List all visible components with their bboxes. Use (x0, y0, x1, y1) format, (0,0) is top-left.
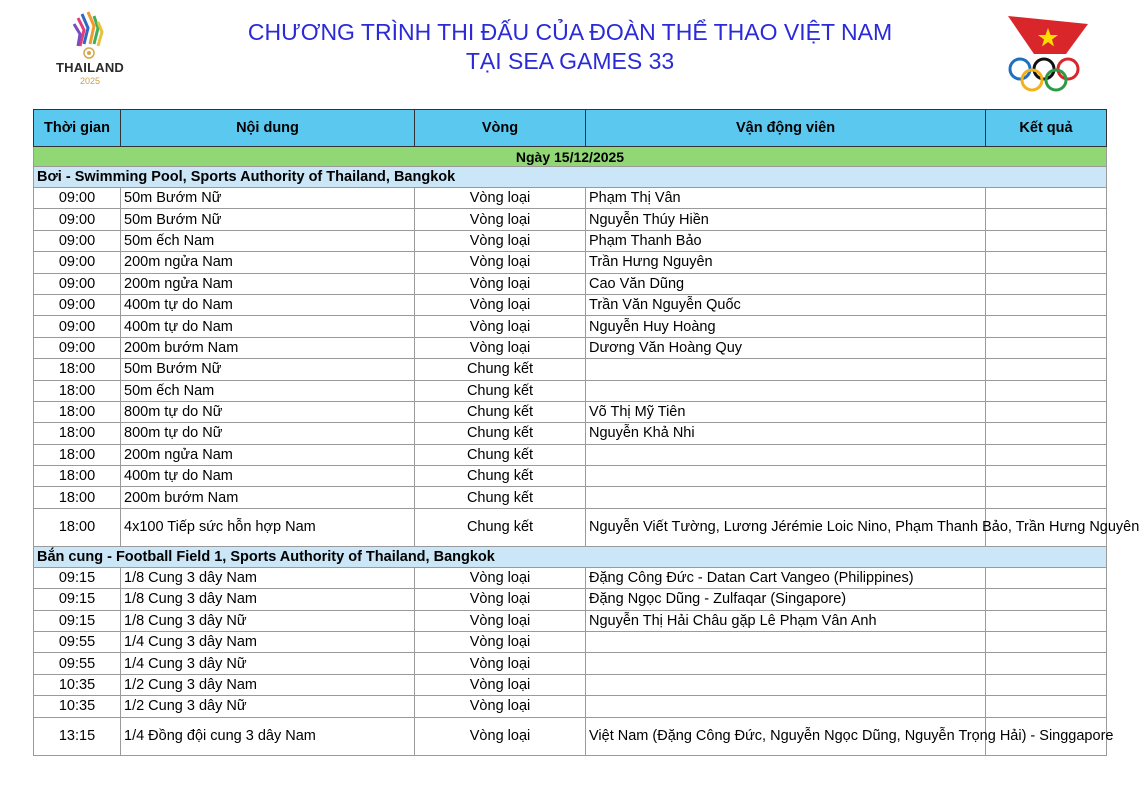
table-row (34, 653, 1107, 674)
round-cell: Vòng loại (415, 674, 586, 695)
time-cell: 18:00 (34, 444, 121, 465)
event-cell: 1/4 Đồng đội cung 3 dây Nam (121, 717, 415, 755)
column-header-event: Nội dung (121, 110, 415, 147)
table-row (34, 674, 1107, 695)
time-cell: 09:15 (34, 610, 121, 631)
result-cell (986, 380, 1107, 401)
event-cell: 200m ngửa Nam (121, 444, 415, 465)
result-cell (986, 610, 1107, 631)
round-cell: Vòng loại (415, 653, 586, 674)
event-cell: 400m tự do Nam (121, 294, 415, 315)
event-cell: 200m ngửa Nam (121, 252, 415, 273)
athletes-cell: Nguyễn Viết Tường, Lương Jérémie Loic Nino, Phạm Thanh Bảo, Trần Hưng Nguyên (586, 508, 986, 546)
time-cell: 09:00 (34, 188, 121, 209)
round-cell: Chung kết (415, 401, 586, 422)
time-cell: 18:00 (34, 423, 121, 444)
event-cell: 50m ếch Nam (121, 230, 415, 251)
round-cell: Vòng loại (415, 589, 586, 610)
athletes-cell: Cao Văn Dũng (586, 273, 986, 294)
result-cell (986, 230, 1107, 251)
table-row (34, 380, 1107, 401)
result-cell (986, 252, 1107, 273)
time-cell: 13:15 (34, 717, 121, 755)
time-cell: 09:00 (34, 273, 121, 294)
time-cell: 09:00 (34, 209, 121, 230)
round-cell: Vòng loại (415, 696, 586, 717)
athletes-cell: Dương Văn Hoàng Quy (586, 337, 986, 358)
result-cell (986, 209, 1107, 230)
sea-games-emblem-icon (48, 10, 132, 60)
table-row (34, 273, 1107, 294)
time-cell: 10:35 (34, 696, 121, 717)
athletes-cell (586, 487, 986, 508)
event-cell: 400m tự do Nam (121, 466, 415, 487)
result-cell (986, 337, 1107, 358)
athletes-cell: Võ Thị Mỹ Tiên (586, 401, 986, 422)
athletes-cell (586, 444, 986, 465)
sport-section-row (34, 546, 1107, 567)
table-row (34, 252, 1107, 273)
event-cell: 50m Bướm Nữ (121, 209, 415, 230)
table-row (34, 423, 1107, 444)
result-cell (986, 423, 1107, 444)
round-cell: Vòng loại (415, 209, 586, 230)
athletes-cell: Nguyễn Khả Nhi (586, 423, 986, 444)
column-header-round: Vòng (415, 110, 586, 147)
event-cell: 1/8 Cung 3 dây Nữ (121, 610, 415, 631)
vietnam-olympic-committee-logo (1004, 14, 1094, 92)
athletes-cell: Nguyễn Thúy Hiền (586, 209, 986, 230)
time-cell: 09:00 (34, 294, 121, 315)
time-cell: 09:00 (34, 252, 121, 273)
event-cell: 1/4 Cung 3 dây Nữ (121, 653, 415, 674)
event-cell: 800m tự do Nữ (121, 423, 415, 444)
athletes-cell: Trần Văn Nguyễn Quốc (586, 294, 986, 315)
event-cell: 4x100 Tiếp sức hỗn hợp Nam (121, 508, 415, 546)
result-cell (986, 674, 1107, 695)
athletes-cell: Việt Nam (Đặng Công Đức, Nguyễn Ngọc Dũng, Nguyễn Trọng Hải) - Singgapore (586, 717, 986, 755)
event-cell: 1/2 Cung 3 dây Nữ (121, 696, 415, 717)
schedule-table (33, 109, 1139, 756)
round-cell: Vòng loại (415, 337, 586, 358)
result-cell (986, 316, 1107, 337)
result-cell (986, 401, 1107, 422)
event-cell: 1/4 Cung 3 dây Nam (121, 632, 415, 653)
round-cell: Chung kết (415, 487, 586, 508)
table-row (34, 230, 1107, 251)
day-row (34, 147, 1107, 167)
round-cell: Vòng loại (415, 567, 586, 588)
table-row (34, 401, 1107, 422)
event-cell: 200m ngửa Nam (121, 273, 415, 294)
table-row (34, 316, 1107, 337)
time-cell: 09:00 (34, 316, 121, 337)
athletes-cell: Nguyễn Thị Hải Châu gặp Lê Phạm Vân Anh (586, 610, 986, 631)
athletes-cell (586, 696, 986, 717)
event-cell: 200m bướm Nam (121, 487, 415, 508)
round-cell: Vòng loại (415, 316, 586, 337)
event-cell: 1/8 Cung 3 dây Nam (121, 567, 415, 588)
round-cell: Vòng loại (415, 230, 586, 251)
result-cell (986, 359, 1107, 380)
column-header-athletes: Vận động viên (586, 110, 986, 147)
round-cell: Chung kết (415, 380, 586, 401)
time-cell: 18:00 (34, 359, 121, 380)
logo-thailand-text: THAILAND (55, 60, 125, 75)
event-cell: 1/2 Cung 3 dây Nam (121, 674, 415, 695)
page-title-line2: TẠI SEA GAMES 33 (465, 48, 675, 74)
round-cell: Vòng loại (415, 717, 586, 755)
event-cell: 400m tự do Nam (121, 316, 415, 337)
athletes-cell (586, 653, 986, 674)
athletes-cell (586, 466, 986, 487)
result-cell (986, 294, 1107, 315)
time-cell: 18:00 (34, 401, 121, 422)
time-cell: 18:00 (34, 380, 121, 401)
athletes-cell: Đặng Công Đức - Datan Cart Vangeo (Philippines) (586, 567, 986, 588)
result-cell (986, 589, 1107, 610)
round-cell: Vòng loại (415, 632, 586, 653)
athletes-cell: Nguyễn Huy Hoàng (586, 316, 986, 337)
table-row (34, 294, 1107, 315)
result-cell (986, 188, 1107, 209)
result-cell (986, 632, 1107, 653)
table-header-row (34, 110, 1107, 147)
logo-year-text: 2025 (79, 76, 101, 86)
table-body (34, 147, 1139, 756)
athletes-cell (586, 380, 986, 401)
result-cell (986, 466, 1107, 487)
table-row (34, 632, 1107, 653)
result-cell (986, 696, 1107, 717)
result-cell (986, 444, 1107, 465)
time-cell: 18:00 (34, 466, 121, 487)
event-cell: 50m ếch Nam (121, 380, 415, 401)
table-row (34, 209, 1107, 230)
table-row (34, 717, 1107, 755)
time-cell: 09:00 (34, 337, 121, 358)
event-cell: 800m tự do Nữ (121, 401, 415, 422)
time-cell: 10:35 (34, 674, 121, 695)
day-label: Ngày 15/12/2025 (34, 147, 1107, 167)
round-cell: Chung kết (415, 444, 586, 465)
event-cell: 1/8 Cung 3 dây Nam (121, 589, 415, 610)
round-cell: Vòng loại (415, 294, 586, 315)
round-cell: Vòng loại (415, 273, 586, 294)
round-cell: Vòng loại (415, 188, 586, 209)
time-cell: 09:15 (34, 567, 121, 588)
table-row (34, 188, 1107, 209)
page-title-line1: CHƯƠNG TRÌNH THI ĐẤU CỦA ĐOÀN THỂ THAO VIỆT NAM (247, 19, 893, 45)
sport-section-title: Bắn cung - Football Field 1, Sports Authority of Thailand, Bangkok (34, 546, 1107, 567)
result-cell (986, 653, 1107, 674)
athletes-cell: Đặng Ngọc Dũng - Zulfaqar (Singapore) (586, 589, 986, 610)
table-row (34, 466, 1107, 487)
table-row (34, 696, 1107, 717)
athletes-cell (586, 359, 986, 380)
round-cell: Chung kết (415, 423, 586, 444)
table-row (34, 337, 1107, 358)
time-cell: 09:55 (34, 632, 121, 653)
event-cell: 50m Bướm Nữ (121, 359, 415, 380)
time-cell: 09:00 (34, 230, 121, 251)
result-cell (986, 567, 1107, 588)
table-row (34, 567, 1107, 588)
athletes-cell: Trần Hưng Nguyên (586, 252, 986, 273)
athletes-cell (586, 674, 986, 695)
event-cell: 50m Bướm Nữ (121, 188, 415, 209)
sea-games-thailand-logo (48, 10, 132, 88)
time-cell: 09:15 (34, 589, 121, 610)
result-cell (986, 487, 1107, 508)
table-row (34, 444, 1107, 465)
round-cell: Chung kết (415, 466, 586, 487)
event-cell: 200m bướm Nam (121, 337, 415, 358)
time-cell: 18:00 (34, 487, 121, 508)
round-cell: Chung kết (415, 359, 586, 380)
table-row (34, 508, 1107, 546)
athletes-cell: Phạm Thị Vân (586, 188, 986, 209)
table-row (34, 589, 1107, 610)
sport-section-row (34, 167, 1107, 188)
round-cell: Chung kết (415, 508, 586, 546)
table-row (34, 487, 1107, 508)
column-header-time: Thời gian (34, 110, 121, 147)
result-cell (986, 273, 1107, 294)
table-row (34, 610, 1107, 631)
olympic-rings-flag-icon (1004, 14, 1094, 92)
round-cell: Vòng loại (415, 252, 586, 273)
table-row (34, 359, 1107, 380)
round-cell: Vòng loại (415, 610, 586, 631)
athletes-cell: Phạm Thanh Bảo (586, 230, 986, 251)
time-cell: 09:55 (34, 653, 121, 674)
column-header-result: Kết quả (986, 110, 1107, 147)
time-cell: 18:00 (34, 508, 121, 546)
sport-section-title: Bơi - Swimming Pool, Sports Authority of Thailand, Bangkok (34, 167, 1107, 188)
athletes-cell (586, 632, 986, 653)
